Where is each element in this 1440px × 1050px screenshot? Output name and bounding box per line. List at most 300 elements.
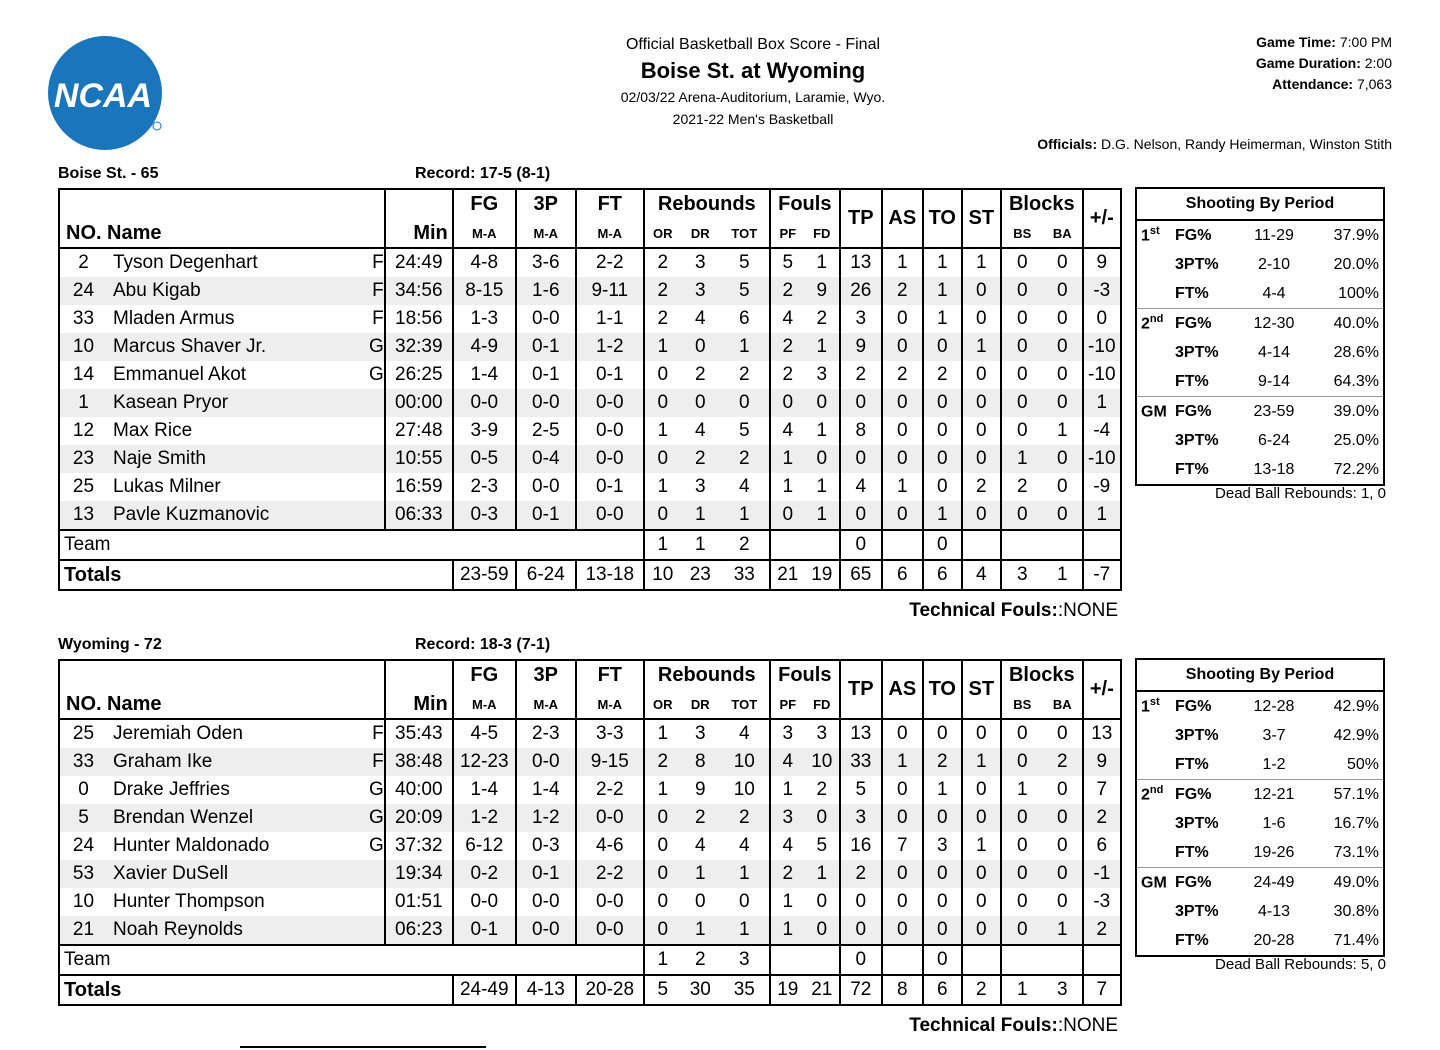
period-suffix: nd bbox=[1149, 784, 1164, 797]
stat-tp: 2 bbox=[840, 361, 882, 389]
stat-pm: 2 bbox=[1083, 916, 1121, 945]
shooting-made-attempted: 20-28 bbox=[1253, 931, 1295, 949]
stat-tp: 0 bbox=[840, 389, 882, 417]
player-minutes: 00:00 bbox=[385, 389, 453, 417]
stat-tot: 10 bbox=[720, 776, 770, 804]
player-row bbox=[59, 776, 1121, 804]
player-number: 23 bbox=[59, 445, 107, 473]
stat-fg: 1-2 bbox=[453, 804, 516, 832]
stat-tp: 26 bbox=[840, 277, 882, 305]
shooting-percentage: 30.8% bbox=[1333, 902, 1379, 920]
sub-or: OR bbox=[653, 696, 673, 712]
stat-bs: 0 bbox=[1001, 501, 1043, 530]
stat-ft: 0-0 bbox=[576, 445, 644, 473]
stat-bs: 0 bbox=[1001, 860, 1043, 888]
stat-st: 0 bbox=[962, 776, 1001, 804]
player-position bbox=[369, 473, 385, 501]
stat-fg: 8-15 bbox=[453, 277, 516, 305]
stat-pm: -10 bbox=[1083, 333, 1121, 361]
team-row bbox=[59, 945, 1121, 975]
stat-to: 0 bbox=[923, 860, 962, 888]
player-row bbox=[59, 445, 1121, 473]
stat-to: 3 bbox=[923, 832, 962, 860]
player-minutes: 18:56 bbox=[385, 305, 453, 333]
sub-ba: BA bbox=[1043, 219, 1083, 248]
stat-to: 0 bbox=[923, 473, 962, 501]
player-position bbox=[369, 916, 385, 945]
col-name: Name bbox=[107, 219, 385, 248]
team-stat-or: 1 bbox=[644, 530, 681, 560]
dead-ball-label: Dead Ball Rebounds: bbox=[1215, 485, 1357, 502]
player-number: 24 bbox=[72, 835, 95, 856]
shooting-percentage: 50% bbox=[1346, 755, 1379, 773]
stat-to: 0 bbox=[923, 389, 962, 417]
player-position bbox=[369, 501, 385, 530]
stat-st: 0 bbox=[962, 719, 1001, 748]
stat-st: 0 bbox=[962, 501, 1001, 530]
stat-or: 0 bbox=[657, 891, 669, 912]
total-tp3: 4-13 bbox=[516, 975, 576, 1005]
shooting-row bbox=[1136, 250, 1384, 279]
team-stat-ft bbox=[576, 530, 644, 560]
player-minutes: 10:55 bbox=[385, 445, 453, 473]
sub-ba: BA bbox=[1043, 690, 1083, 719]
stat-bs: 1 bbox=[1016, 779, 1028, 800]
shooting-row bbox=[1136, 279, 1384, 309]
stat-pm: 1 bbox=[1083, 389, 1121, 417]
shooting-percentage: 16.7% bbox=[1333, 814, 1379, 832]
stat-dr: 8 bbox=[681, 748, 720, 776]
stat-pm: 6 bbox=[1096, 835, 1108, 856]
player-minutes: 35:43 bbox=[385, 719, 453, 748]
shooting-percentage: 71.4% bbox=[1333, 931, 1379, 949]
player-row bbox=[59, 417, 1121, 445]
player-name: Drake Jeffries bbox=[113, 779, 230, 800]
stat-bs: 2 bbox=[1016, 476, 1028, 497]
stat-fd: 0 bbox=[805, 389, 840, 417]
shooting-percentage: 37.9% bbox=[1333, 226, 1379, 244]
total-tot: 35 bbox=[720, 975, 770, 1005]
total-fg: 23-59 bbox=[453, 560, 516, 590]
stat-tp: 3 bbox=[840, 305, 882, 333]
stat-tp3: 0-0 bbox=[516, 888, 576, 916]
stat-or: 1 bbox=[644, 333, 681, 361]
team-stat-bs bbox=[1001, 530, 1043, 560]
stat-fd: 1 bbox=[805, 248, 840, 277]
shooting-percentage: 40.0% bbox=[1333, 314, 1379, 332]
stat-to: 2 bbox=[923, 361, 962, 389]
player-row bbox=[59, 748, 1121, 776]
stat-to: 1 bbox=[923, 277, 962, 305]
player-position bbox=[369, 888, 385, 916]
player-position bbox=[369, 445, 385, 473]
stat-st: 1 bbox=[962, 748, 1001, 776]
shooting-stat: FG% bbox=[1175, 697, 1212, 715]
team-stat-to: 0 bbox=[923, 530, 962, 560]
total-or: 10 bbox=[652, 564, 674, 585]
stat-ba: 2 bbox=[1043, 748, 1083, 776]
stat-dr: 1 bbox=[681, 916, 720, 945]
col-blocks: Blocks bbox=[1001, 660, 1083, 690]
stat-st: 0 bbox=[962, 361, 1001, 389]
col-ft: FT bbox=[576, 189, 644, 219]
shooting-period bbox=[1136, 338, 1171, 367]
total-ft: 13-18 bbox=[576, 560, 644, 590]
col-rebounds: Rebounds bbox=[644, 189, 770, 219]
stat-tp: 4 bbox=[840, 473, 882, 501]
stat-to: 0 bbox=[923, 719, 962, 748]
col-tp: TP bbox=[840, 189, 882, 248]
team-stat-fg bbox=[453, 530, 516, 560]
shooting-row bbox=[1136, 338, 1384, 367]
total-ft: 20-28 bbox=[576, 975, 644, 1005]
team-stat-as bbox=[882, 530, 923, 560]
team-stat-ft bbox=[576, 945, 644, 975]
game-title: Boise St. at Wyoming bbox=[640, 58, 866, 83]
player-number: 5 bbox=[59, 804, 107, 832]
stat-pm: -10 bbox=[1083, 445, 1121, 473]
stat-fd: 2 bbox=[805, 776, 840, 804]
sub-3p-ma: M-A bbox=[516, 219, 576, 248]
header-row bbox=[59, 660, 1121, 690]
stat-pf: 1 bbox=[770, 445, 805, 473]
total-pf: 21 bbox=[777, 564, 799, 585]
total-tot: 33 bbox=[720, 560, 770, 590]
duration: 2:00 bbox=[1364, 55, 1392, 71]
stat-to: 0 bbox=[923, 417, 962, 445]
player-number: 33 bbox=[59, 748, 107, 776]
player-row bbox=[59, 501, 1121, 530]
player-name: Pavle Kuzmanovic bbox=[107, 501, 369, 530]
stat-ft: 0-0 bbox=[576, 804, 644, 832]
shooting-stat: FG% bbox=[1175, 873, 1212, 891]
stat-ft: 1-2 bbox=[576, 333, 644, 361]
stat-ba: 0 bbox=[1043, 277, 1083, 305]
stat-bs: 0 bbox=[1001, 333, 1043, 361]
shooting-stat: FT% bbox=[1175, 843, 1209, 861]
player-minutes: 06:23 bbox=[385, 916, 453, 945]
stat-fd: 1 bbox=[805, 501, 840, 530]
player-name: Abu Kigab bbox=[107, 277, 369, 305]
technical-fouls bbox=[909, 600, 1118, 622]
player-minutes: 16:59 bbox=[385, 473, 453, 501]
player-name: Marcus Shaver Jr. bbox=[107, 333, 369, 361]
period-label: GM bbox=[1141, 874, 1167, 892]
stat-ba: 0 bbox=[1043, 305, 1083, 333]
dead-ball-value: 5, 0 bbox=[1360, 956, 1386, 973]
shooting-period bbox=[1136, 750, 1171, 780]
shooting-percentage: 57.1% bbox=[1333, 785, 1379, 803]
stat-or: 0 bbox=[644, 916, 681, 945]
stat-fd: 3 bbox=[805, 719, 840, 748]
stat-or: 0 bbox=[644, 445, 681, 473]
shooting-stat: 3PT% bbox=[1175, 343, 1219, 361]
stat-fg: 1-4 bbox=[453, 776, 516, 804]
player-row bbox=[59, 305, 1121, 333]
col-fg: FG bbox=[453, 660, 516, 690]
stat-ba: 0 bbox=[1043, 804, 1083, 832]
sub-bs: BS bbox=[1013, 225, 1032, 241]
stat-tp3: 1-6 bbox=[516, 277, 576, 305]
stat-bs: 0 bbox=[1016, 308, 1028, 329]
player-minutes: 06:33 bbox=[385, 501, 453, 530]
stat-ba: 0 bbox=[1043, 888, 1083, 916]
stat-fg: 6-12 bbox=[453, 832, 516, 860]
stat-pf: 2 bbox=[782, 364, 794, 385]
total-ba: 1 bbox=[1043, 560, 1083, 590]
stat-tot: 0 bbox=[720, 389, 770, 417]
stat-ba: 0 bbox=[1043, 501, 1083, 530]
player-position: F bbox=[369, 305, 385, 333]
col-fouls: Fouls bbox=[770, 660, 840, 690]
stat-or: 1 bbox=[657, 779, 669, 800]
period-label: 2 bbox=[1141, 315, 1150, 333]
team-stat-as bbox=[882, 945, 923, 975]
period-suffix: st bbox=[1149, 696, 1160, 709]
player-name: Emmanuel Akot bbox=[113, 364, 247, 385]
shooting-period bbox=[1136, 809, 1171, 838]
stat-to: 1 bbox=[923, 501, 962, 530]
stat-pf: 1 bbox=[782, 779, 794, 800]
player-number: 33 bbox=[72, 308, 95, 329]
officials bbox=[1037, 136, 1392, 152]
stat-or: 2 bbox=[657, 252, 669, 273]
stat-ft: 2-2 bbox=[576, 860, 644, 888]
player-number: 13 bbox=[59, 501, 107, 530]
player-minutes: 32:39 bbox=[385, 333, 453, 361]
total-st: 2 bbox=[962, 975, 1001, 1005]
player-minutes: 38:48 bbox=[385, 748, 453, 776]
col-st: ST bbox=[962, 660, 1001, 719]
stat-dr: 4 bbox=[694, 420, 706, 441]
stat-pf: 4 bbox=[782, 308, 794, 329]
stat-tot: 2 bbox=[720, 445, 770, 473]
shooting-title: Shooting By Period bbox=[1136, 659, 1384, 691]
stat-st: 0 bbox=[962, 888, 1001, 916]
sub-dr: DR bbox=[690, 696, 710, 712]
stat-to: 0 bbox=[923, 916, 962, 945]
sub-fd: FD bbox=[805, 219, 840, 248]
sub-pf: PF bbox=[779, 225, 797, 241]
shooting-period bbox=[1136, 220, 1171, 250]
technical-fouls-label: Technical Fouls: bbox=[909, 600, 1058, 621]
team-record: Record: 17-5 (8-1) bbox=[415, 165, 551, 182]
player-position: F bbox=[369, 277, 385, 305]
stat-pm: -9 bbox=[1093, 476, 1111, 497]
shooting-period bbox=[1136, 367, 1171, 397]
stat-st: 1 bbox=[962, 333, 1001, 361]
shooting-row bbox=[1136, 750, 1384, 780]
stat-ft: 0-0 bbox=[576, 888, 644, 916]
dead-ball-label: Dead Ball Rebounds: bbox=[1215, 956, 1357, 973]
col-3p: 3P bbox=[516, 189, 576, 219]
stat-or: 2 bbox=[644, 748, 681, 776]
team-stat-tp3 bbox=[516, 530, 576, 560]
stat-tot: 4 bbox=[720, 832, 770, 860]
stat-bs: 0 bbox=[1001, 804, 1043, 832]
shooting-stat: FT% bbox=[1175, 460, 1209, 478]
total-pm: -7 bbox=[1093, 564, 1111, 585]
stat-pf: 4 bbox=[770, 748, 805, 776]
col-ft: FT bbox=[576, 660, 644, 690]
stat-pf: 3 bbox=[770, 804, 805, 832]
stat-ft: 0-0 bbox=[576, 501, 644, 530]
stat-tot: 2 bbox=[720, 361, 770, 389]
shooting-row bbox=[1136, 397, 1384, 427]
stat-or: 1 bbox=[657, 476, 669, 497]
shooting-made-attempted: 9-14 bbox=[1257, 372, 1291, 390]
stat-as: 0 bbox=[882, 501, 923, 530]
shooting-by-period bbox=[1135, 658, 1385, 957]
shooting-row bbox=[1136, 926, 1384, 956]
sub-fg-ma: M-A bbox=[453, 219, 516, 248]
team-stat-fg bbox=[453, 945, 516, 975]
box-score-table bbox=[58, 188, 1122, 591]
team-stat-pm bbox=[1083, 530, 1121, 560]
shooting-made-attempted: 2-10 bbox=[1257, 255, 1291, 273]
stat-fg: 0-1 bbox=[453, 916, 516, 945]
stat-tp: 0 bbox=[840, 445, 882, 473]
col-plus-minus: +/- bbox=[1089, 678, 1114, 700]
stat-ba: 0 bbox=[1043, 445, 1083, 473]
stat-pm: 2 bbox=[1083, 804, 1121, 832]
stat-tp3: 0-3 bbox=[516, 832, 576, 860]
technical-fouls-label: Technical Fouls: bbox=[909, 1015, 1058, 1036]
stat-dr: 1 bbox=[681, 501, 720, 530]
player-minutes: 37:32 bbox=[385, 832, 453, 860]
stat-ft: 9-11 bbox=[576, 277, 644, 305]
stat-st: 0 bbox=[962, 417, 1001, 445]
shooting-percentage: 39.0% bbox=[1333, 402, 1379, 420]
col-as: AS bbox=[882, 189, 923, 248]
stat-tp3: 1-2 bbox=[516, 804, 576, 832]
team-stat-st bbox=[962, 530, 1001, 560]
stat-as: 1 bbox=[882, 248, 923, 277]
shooting-period bbox=[1136, 897, 1171, 926]
shooting-made-attempted: 12-30 bbox=[1253, 314, 1295, 332]
shooting-percentage: 42.9% bbox=[1333, 726, 1379, 744]
player-row bbox=[59, 361, 1121, 389]
dead-ball-rebounds bbox=[1215, 956, 1386, 973]
stat-ft: 2-2 bbox=[576, 776, 644, 804]
stat-tot: 6 bbox=[720, 305, 770, 333]
total-or: 5 bbox=[657, 979, 669, 1000]
shooting-percentage: 20.0% bbox=[1333, 255, 1379, 273]
shooting-row bbox=[1136, 838, 1384, 868]
stat-fd: 2 bbox=[805, 305, 840, 333]
box-score-table bbox=[58, 659, 1122, 1006]
stat-tot: 10 bbox=[720, 748, 770, 776]
sub-bs: BS bbox=[1013, 696, 1032, 712]
stat-tp: 0 bbox=[840, 501, 882, 530]
stat-to: 0 bbox=[923, 333, 962, 361]
total-fd: 21 bbox=[805, 975, 840, 1005]
shooting-row bbox=[1136, 897, 1384, 926]
player-row bbox=[59, 389, 1121, 417]
stat-ft: 1-1 bbox=[576, 305, 644, 333]
stat-dr: 3 bbox=[694, 252, 706, 273]
stat-or: 0 bbox=[657, 835, 669, 856]
stat-bs: 0 bbox=[1001, 916, 1043, 945]
player-row bbox=[59, 333, 1121, 361]
team-stat-st bbox=[962, 945, 1001, 975]
stat-tp: 33 bbox=[840, 748, 882, 776]
stat-bs: 0 bbox=[1016, 364, 1028, 385]
period-suffix: st bbox=[1149, 225, 1160, 238]
attendance: 7,063 bbox=[1356, 76, 1392, 92]
stat-bs: 0 bbox=[1016, 420, 1028, 441]
stat-pm: 7 bbox=[1096, 779, 1108, 800]
stat-as: 0 bbox=[882, 305, 923, 333]
stat-pf: 0 bbox=[770, 501, 805, 530]
team-row-label: Team bbox=[64, 534, 111, 555]
stat-or: 0 bbox=[644, 860, 681, 888]
stat-as: 2 bbox=[882, 277, 923, 305]
stat-fg: 12-23 bbox=[453, 748, 516, 776]
stat-tp: 16 bbox=[840, 832, 882, 860]
officials-names: D.G. Nelson, Randy Heimerman, Winston Stith bbox=[1101, 136, 1392, 152]
player-position bbox=[369, 417, 385, 445]
stat-bs: 0 bbox=[1016, 252, 1028, 273]
stat-ba: 1 bbox=[1043, 916, 1083, 945]
player-number: 25 bbox=[72, 723, 95, 744]
player-row bbox=[59, 860, 1121, 888]
stat-tot: 5 bbox=[720, 277, 770, 305]
team-stat-bs bbox=[1001, 945, 1043, 975]
total-pm: 7 bbox=[1096, 979, 1108, 1000]
stat-fg: 1-3 bbox=[453, 305, 516, 333]
stat-pm: 9 bbox=[1083, 748, 1121, 776]
sub-ft-ma: M-A bbox=[576, 690, 644, 719]
stat-dr: 1 bbox=[681, 860, 720, 888]
team-stat-dr: 2 bbox=[694, 949, 706, 970]
team-stat-ba bbox=[1043, 945, 1083, 975]
stat-bs: 0 bbox=[1001, 748, 1043, 776]
stat-fg: 4-5 bbox=[453, 719, 516, 748]
stat-ft: 0-1 bbox=[576, 473, 644, 501]
player-position: G bbox=[369, 776, 385, 804]
shooting-stat: FG% bbox=[1175, 226, 1212, 244]
stat-dr: 3 bbox=[694, 723, 706, 744]
header-row bbox=[59, 189, 1121, 219]
stat-tot: 0 bbox=[720, 888, 770, 916]
stat-to: 0 bbox=[923, 804, 962, 832]
stat-fg: 0-2 bbox=[453, 860, 516, 888]
shooting-period bbox=[1136, 279, 1171, 309]
shooting-row bbox=[1136, 220, 1384, 250]
col-plus-minus: +/- bbox=[1089, 207, 1114, 229]
col-no: NO. bbox=[66, 221, 102, 244]
stat-as: 0 bbox=[882, 445, 923, 473]
player-name: Lukas Milner bbox=[113, 476, 221, 497]
stat-or: 1 bbox=[657, 723, 669, 744]
col-tp: TP bbox=[840, 660, 882, 719]
team-row-label: Team bbox=[64, 949, 111, 970]
shooting-percentage: 64.3% bbox=[1333, 372, 1379, 390]
team-record: Record: 18-3 (7-1) bbox=[415, 636, 551, 653]
sub-fg-ma: M-A bbox=[453, 690, 516, 719]
stat-fd: 3 bbox=[805, 361, 840, 389]
stat-dr: 4 bbox=[694, 835, 706, 856]
stat-ba: 0 bbox=[1043, 389, 1083, 417]
player-row bbox=[59, 804, 1121, 832]
stat-tp3: 0-1 bbox=[516, 860, 576, 888]
totals-row bbox=[59, 975, 1121, 1005]
stat-tp: 8 bbox=[840, 417, 882, 445]
stat-pm: 13 bbox=[1091, 723, 1113, 744]
stat-as: 1 bbox=[882, 473, 923, 501]
team-row bbox=[59, 530, 1121, 560]
